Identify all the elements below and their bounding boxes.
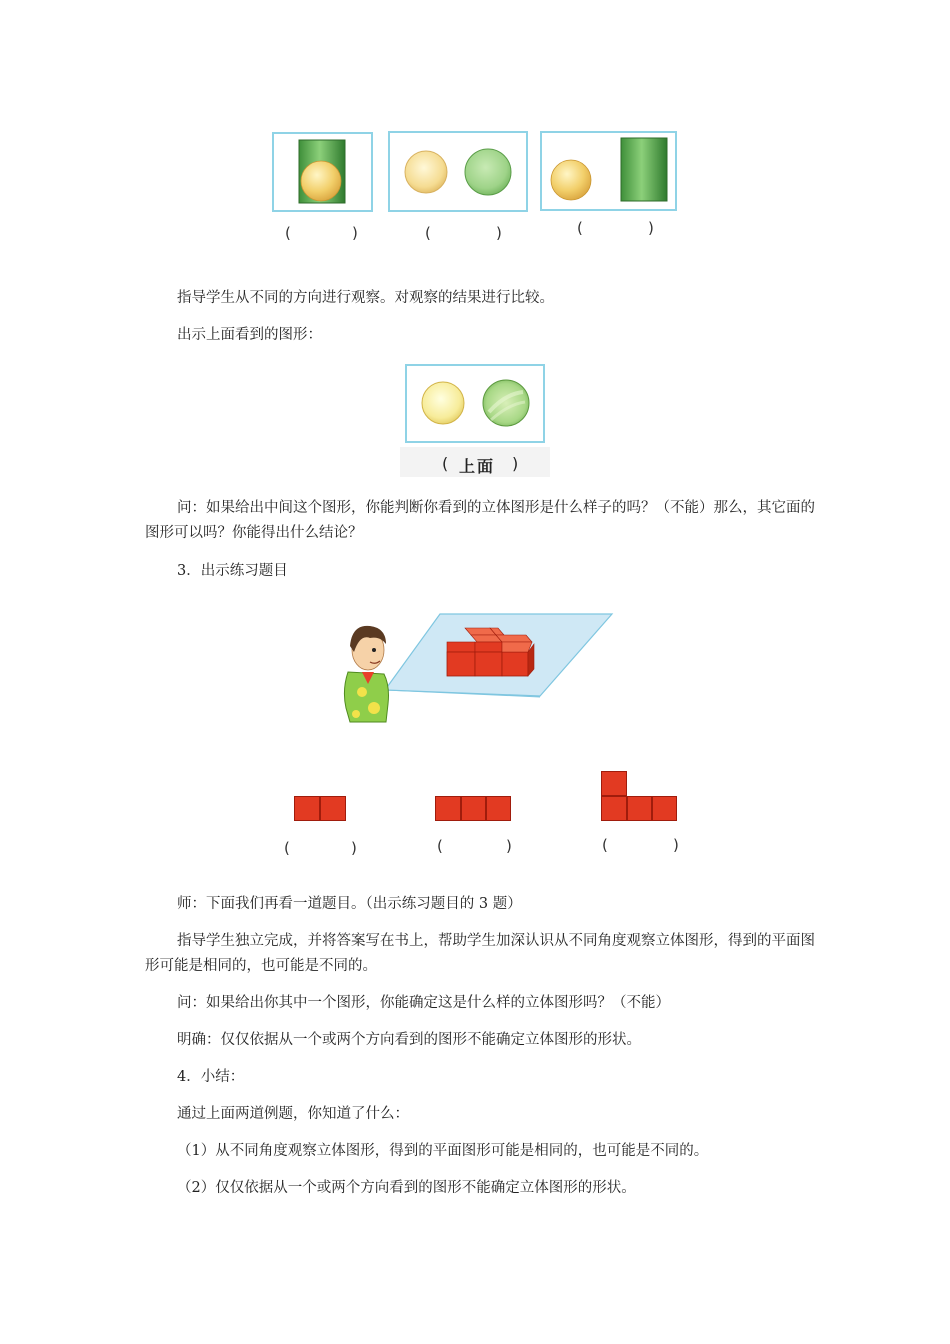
paragraph-show-top-view: 出示上面看到的图形： — [177, 327, 322, 343]
paragraph-question-determine: 问：如果给出你其中一个图形，你能确定这是什么样的立体图形吗？（不能） — [177, 995, 670, 1011]
caption-open-1: ( — [285, 224, 291, 242]
paragraph-independent-work: 指导学生独立完成，并将答案写在书上，帮助学生加深认识从不同角度观察立体图形，得到的平面图形可能是相同的，也可能是不同的。 — [145, 933, 815, 974]
paragraph-guide-observe: 指导学生从不同的方向进行观察。对观察的结果进行比较。 — [177, 290, 554, 306]
paragraph-summary-heading: 4．小结： — [177, 1069, 245, 1085]
caption-close-2: ) — [496, 224, 502, 242]
paragraph-summary-point-1: （1）从不同角度观察立体图形，得到的平面图形可能是相同的，也可能是不同的。 — [177, 1143, 709, 1159]
top-view-caption-label: 上面 — [459, 457, 496, 476]
view-box-1 — [272, 132, 373, 212]
view-box-3 — [540, 131, 677, 211]
cube-caption-open-3: ( — [602, 836, 608, 854]
cube-caption-open-2: ( — [437, 837, 443, 855]
caption-close-1: ) — [352, 224, 358, 242]
caption-open-2: ( — [425, 224, 431, 242]
observation-illustration — [340, 612, 620, 727]
cube-caption-close-2: ) — [506, 837, 512, 855]
two-circles-top-view — [388, 131, 528, 212]
paragraph-summary-intro: 通过上面两道例题，你知道了什么： — [177, 1106, 409, 1122]
paragraph-teacher-next: 师：下面我们再看一道题目。（出示练习题目的 3 题） — [177, 896, 522, 912]
caption-close-3: ) — [648, 219, 654, 237]
paragraph-question-judge: 问：如果给出中间这个图形，你能判断你看到的立体图形是什么样子的吗？（不能）那么，其它面的图形可以吗？你能得出什么结论？ — [145, 500, 815, 541]
cube-caption-close-1: ) — [351, 839, 357, 857]
top-view-circles — [405, 364, 545, 443]
child-observer — [344, 626, 388, 722]
ball-cylinder-side-view — [540, 131, 677, 211]
caption-open-3: ( — [577, 219, 583, 237]
view-box-2 — [388, 131, 528, 212]
cube-caption-close-3: ) — [673, 836, 679, 854]
paragraph-summary-point-2: （2）仅仅依据从一个或两个方向看到的图形不能确定立体图形的形状。 — [177, 1180, 636, 1196]
top-view-caption-open: ( — [442, 454, 451, 473]
top-view-box — [405, 364, 545, 443]
cube-caption-open-1: ( — [284, 839, 290, 857]
paragraph-clarify: 明确：仅仅依据从一个或两个方向看到的图形不能确定立体图形的形状。 — [177, 1032, 641, 1048]
paragraph-exercise-heading: 3．出示练习题目 — [177, 563, 288, 579]
top-view-caption-close: ) — [512, 454, 521, 473]
cylinder-ball-front-view — [272, 132, 373, 212]
